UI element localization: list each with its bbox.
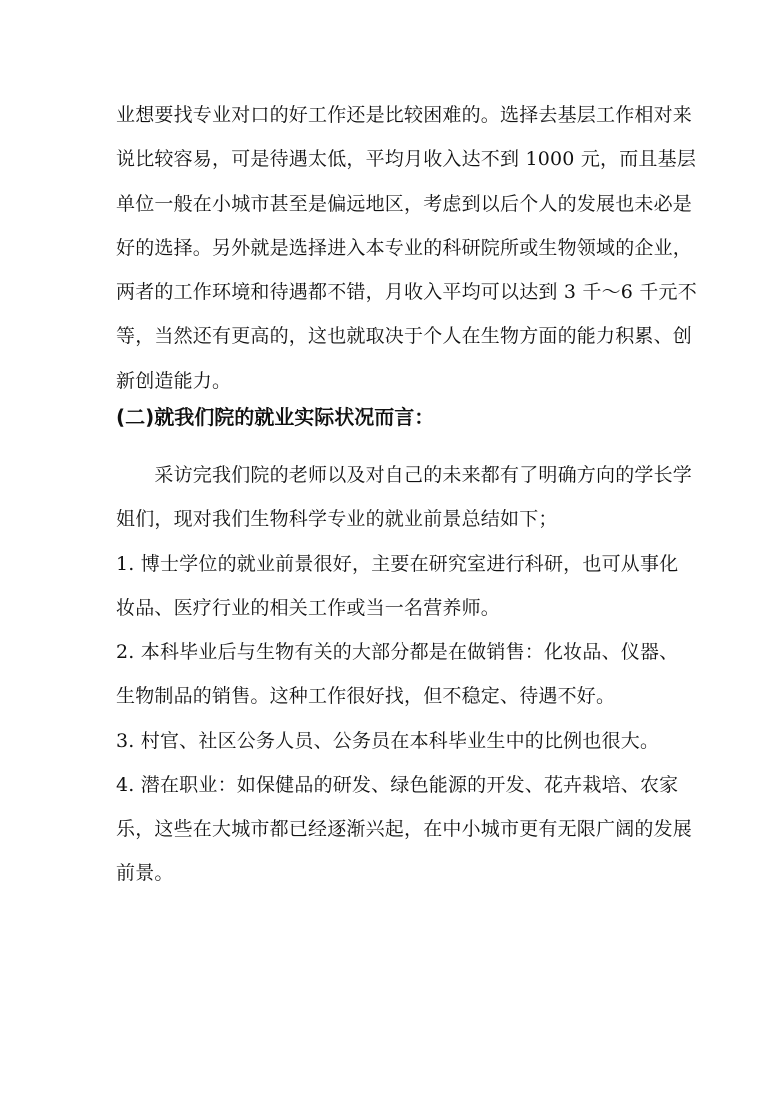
intro-line: 采访完我们院的老师以及对自己的未来都有了明确方向的学长学 <box>116 464 693 486</box>
paragraph-line: 单位一般在小城市甚至是偏远地区，考虑到以后个人的发展也未必是 <box>116 193 693 215</box>
list-item-line: 前景。 <box>116 862 174 884</box>
list-item-line: 乐，这些在大城市都已经逐渐兴起，在中小城市更有无限广阔的发展 <box>116 818 693 840</box>
paragraph-line: 两者的工作环境和待遇都不错，月收入平均可以达到 3 千～6 千元不 <box>116 281 697 303</box>
list-item-line: 4. 潜在职业：如保健品的研发、绿色能源的开发、花卉栽培、农家 <box>116 774 679 796</box>
list-item-line: 1. 博士学位的就业前景很好，主要在研究室进行科研，也可从事化 <box>116 553 679 575</box>
paragraph-line: 新创造能力。 <box>116 370 232 392</box>
list-item-line: 妆品、医疗行业的相关工作或当一名营养师。 <box>116 597 501 619</box>
paragraph-line: 好的选择。另外就是选择进入本专业的科研院所或生物领域的企业， <box>116 237 693 259</box>
section-heading: (二)就我们院的就业实际状况而言： <box>116 405 435 429</box>
intro-line: 姐们，现对我们生物科学专业的就业前景总结如下； <box>116 508 558 530</box>
paragraph-line: 说比较容易，可是待遇太低，平均月收入达不到 1000 元，而且基层 <box>116 148 697 170</box>
list-item-line: 生物制品的销售。这种工作很好找，但不稳定、待遇不好。 <box>116 685 616 707</box>
paragraph-line: 等，当然还有更高的，这也就取决于个人在生物方面的能力积累、创 <box>116 325 693 347</box>
list-item-line: 2. 本科毕业后与生物有关的大部分都是在做销售：化妆品、仪器、 <box>116 641 679 663</box>
list-item-line: 3. 村官、社区公务人员、公务员在本科毕业生中的比例也很大。 <box>116 730 660 752</box>
paragraph-line: 业想要找专业对口的好工作还是比较困难的。选择去基层工作相对来 <box>116 104 693 126</box>
